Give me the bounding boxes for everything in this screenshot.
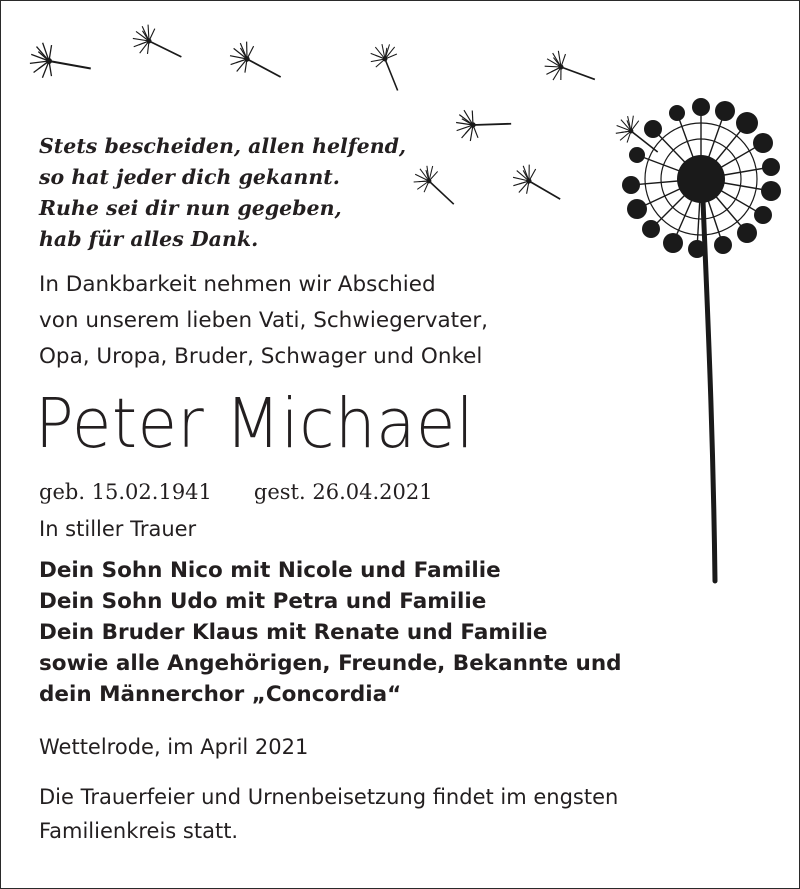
intro-line: von unserem lieben Vati, Schwiegervater, bbox=[39, 308, 489, 333]
mourner-line: Dein Sohn Nico mit Nicole und Familie bbox=[39, 558, 501, 583]
mourner-line: sowie alle Angehörigen, Freunde, Bekannte und bbox=[39, 651, 622, 676]
dandelion-seed-icon bbox=[226, 38, 288, 86]
poem-line: Ruhe sei dir nun gegeben, bbox=[39, 196, 342, 220]
death-date: gest. 26.04.2021 bbox=[253, 480, 433, 504]
intro-text bbox=[39, 267, 488, 375]
funeral-note bbox=[39, 780, 618, 848]
poem bbox=[39, 131, 406, 255]
intro-line: In Dankbarkeit nehmen wir Abschied bbox=[39, 272, 436, 297]
poem-line: so hat jeder dich gekannt. bbox=[39, 165, 340, 189]
dandelion-seed-icon bbox=[129, 21, 188, 65]
dandelion-seed-icon bbox=[542, 49, 599, 89]
mourner-line: Dein Bruder Klaus mit Renate und Familie bbox=[39, 620, 548, 645]
note-line: Die Trauerfeier und Urnenbeisetzung findet im engsten bbox=[39, 785, 619, 809]
mourners-list bbox=[39, 555, 622, 710]
dandelion-head bbox=[622, 98, 781, 258]
deceased-name: Peter Michael bbox=[35, 384, 475, 464]
dandelion-seed-icon bbox=[366, 39, 415, 95]
intro-line: Opa, Uropa, Bruder, Schwager und Onkel bbox=[39, 344, 483, 369]
note-line: Familienkreis statt. bbox=[39, 819, 239, 843]
dandelion-seed-icon bbox=[29, 42, 91, 79]
life-dates bbox=[39, 475, 433, 509]
mourning-phrase: In stiller Trauer bbox=[39, 517, 197, 541]
birth-date: geb. 15.02.1941 bbox=[39, 480, 212, 504]
mourner-line: Dein Sohn Udo mit Petra und Familie bbox=[39, 589, 487, 614]
dandelion-seed-icon bbox=[509, 161, 568, 208]
dandelion-seed-icon bbox=[409, 160, 465, 211]
poem-line: hab für alles Dank. bbox=[39, 227, 259, 251]
mourner-line: dein Männerchor „Concordia“ bbox=[39, 682, 402, 707]
place-and-date: Wettelrode, im April 2021 bbox=[39, 735, 309, 759]
dandelion-seed-icon bbox=[453, 102, 513, 143]
poem-line: Stets bescheiden, allen helfend, bbox=[39, 134, 407, 158]
